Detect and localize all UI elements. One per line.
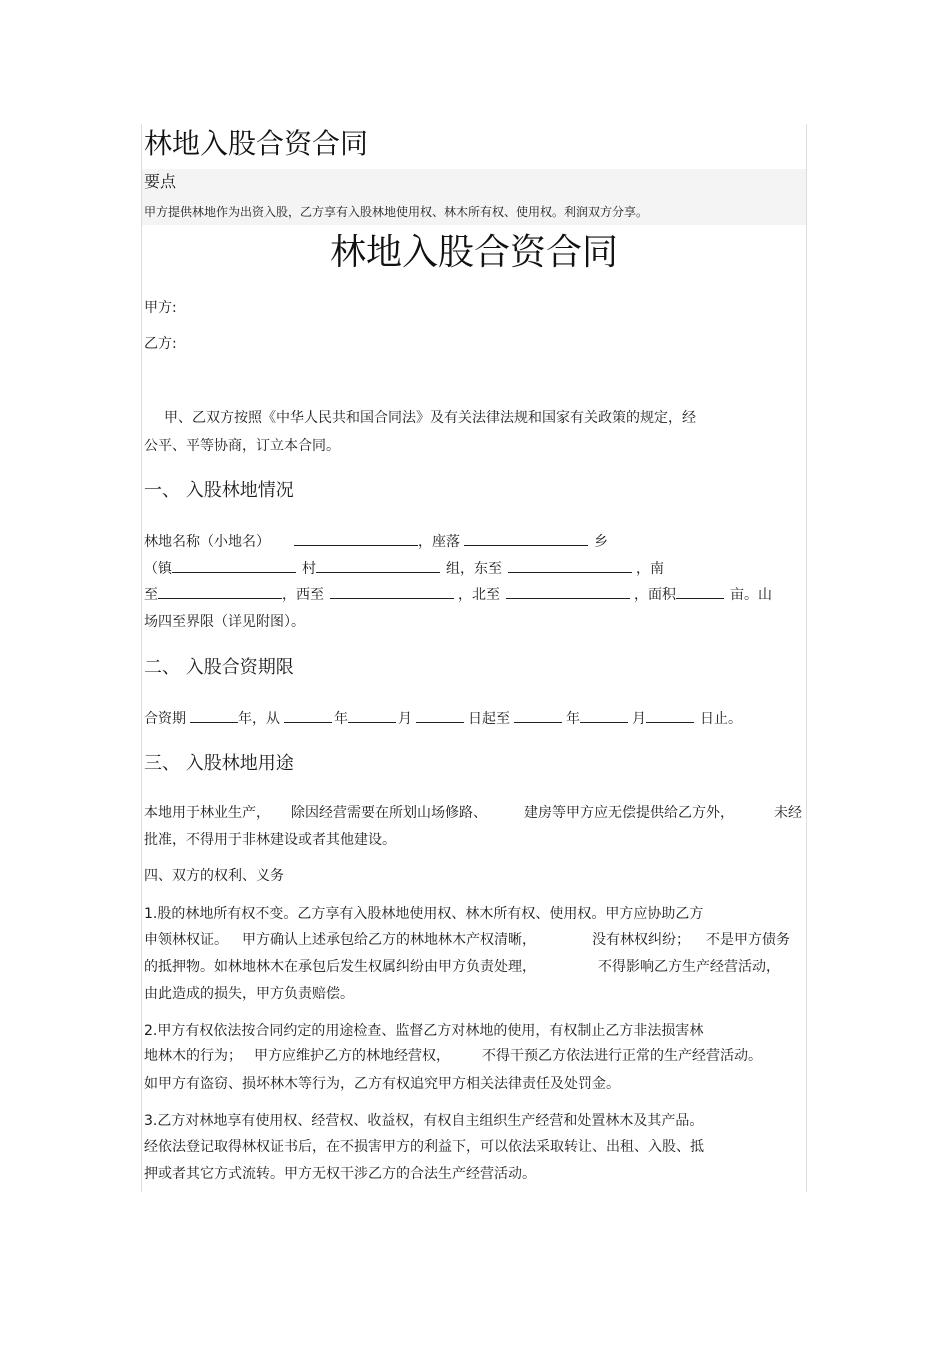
item-3-line-3: 押或者其它方式流转。甲方无权干涉乙方的合法生产经营活动。 [144,1166,536,1182]
party-a-label: 甲方: [144,300,177,316]
section-3-line-2: 批准，不得用于非林建设或者其他建设。 [144,832,396,848]
item-2-line-2a: 地林木的行为； [144,1048,242,1064]
south-boundary-blank [158,584,282,599]
township-blank [464,531,588,546]
item-1-line-2b: 甲方确认上述承包给乙方的林地林木产权清晰， [242,932,536,948]
end-month-label: 月 [632,711,646,727]
page-border-left [141,124,142,1192]
start-year-blank [284,708,332,723]
south-to-label: 至 [144,587,158,603]
north-label: ，北至 [458,587,500,603]
start-day-blank [416,708,464,723]
area-blank [676,584,724,599]
section-3-line-1d: 未经 [774,805,802,821]
contract-title: 林地入股合资合同 [329,232,618,273]
item-1-line-2d: 不是甲方债务 [706,932,790,948]
item-2-line-2b: 甲方应维护乙方的林地经营权， [254,1048,450,1064]
party-b-label: 乙方: [144,336,177,352]
preamble-line-1: 甲、乙双方按照《中华人民共和国合同法》及有关法律法规和国家有关政策的规定，经 [164,410,696,426]
item-1-line-2a: 申领林权证。 [144,932,228,948]
document-title: 林地入股合资合同 [144,127,369,160]
section-3-line-1c: 建房等甲方应无偿提供给乙方外， [524,805,734,821]
section-2-heading: 二、 入股合资期限 [144,657,294,678]
end-year-label: 年 [566,711,580,727]
west-boundary-blank [330,584,454,599]
section-1-heading: 一、 入股林地情况 [144,480,294,501]
item-1-line-2c: 没有林权纠纷； [592,932,690,948]
summary-heading: 要点 [144,172,177,191]
term-label: 合资期 [144,711,186,727]
year-from-label: 年，从 [238,711,280,727]
west-label: ，西至 [282,587,324,603]
start-year-label: 年 [334,711,348,727]
section-3-line-1b: 除因经营需要在所划山场修路、 [291,805,487,821]
preamble-line-2: 公平、平等协商，订立本合同。 [144,438,340,454]
end-month-blank [580,708,628,723]
item-2-line-1: 2.甲方有权依法按合同约定的用途检查、监督乙方对林地的使用，有权制止乙方非法损害林 [144,1023,704,1039]
village-label: 村 [302,561,316,577]
start-month-blank [348,708,396,723]
township-label: 乡 [594,534,608,550]
item-3-line-2: 经依法登记取得林权证书后，在不损害甲方的利益下，可以依法采取转让、出租、入股、抵 [144,1139,704,1155]
item-3-line-1: 3.乙方对林地享有使用权、经营权、收益权，有权自主组织生产经营和处置林木及其产品。 [144,1113,704,1129]
item-2-line-2c: 不得干预乙方依法进行正常的生产经营活动。 [482,1048,762,1064]
location-label: ，座落 [418,534,460,550]
start-day-label: 日起至 [468,711,510,727]
north-boundary-blank [506,584,630,599]
section-2-term-line [144,708,742,729]
village-blank [316,558,440,573]
land-name-blank [294,531,418,546]
section-1-line-3 [144,584,772,605]
start-month-label: 月 [398,711,412,727]
section-1-line-1 [144,531,608,552]
town-blank [172,558,296,573]
item-1-line-1: 1.股的林地所有权不变。乙方享有入股林地使用权、林木所有权、使用权。甲方应协助乙方 [144,906,704,922]
group-east-label: 组，东至 [446,561,502,577]
end-year-blank [514,708,562,723]
area-label: ，面积 [634,587,676,603]
section-1-line-2 [144,558,664,579]
item-2-line-3: 如甲方有盗窃、损坏林木等行为，乙方有权追究甲方相关法律责任及处罚金。 [144,1076,620,1092]
end-day-label: 日止。 [700,711,742,727]
end-day-blank [646,708,694,723]
page-border-right [806,124,807,1192]
summary-text: 甲方提供林地作为出资入股，乙方享有入股林地使用权、林木所有权、使用权。利润双方分享。 [144,205,649,219]
item-1-line-3a: 的抵押物。如林地林木在承包后发生权属纠纷由甲方负责处理， [144,959,536,975]
term-years-blank [190,708,238,723]
section-3-heading: 三、 入股林地用途 [144,753,294,774]
mu-label: 亩。山 [730,587,772,603]
section-3-line-1a: 本地用于林业生产， [144,805,270,821]
east-boundary-blank [508,558,632,573]
town-label: （镇 [144,561,172,577]
section-1-line-4: 场四至界限（详见附图）。 [144,614,305,630]
section-4-heading: 四、双方的权利、义务 [144,868,284,884]
land-name-label: 林地名称（小地名） [144,534,270,550]
item-1-line-3b: 不得影响乙方生产经营活动， [598,959,780,975]
item-1-line-4: 由此造成的损失，甲方负责赔偿。 [144,986,354,1002]
south-label: ，南 [636,561,664,577]
